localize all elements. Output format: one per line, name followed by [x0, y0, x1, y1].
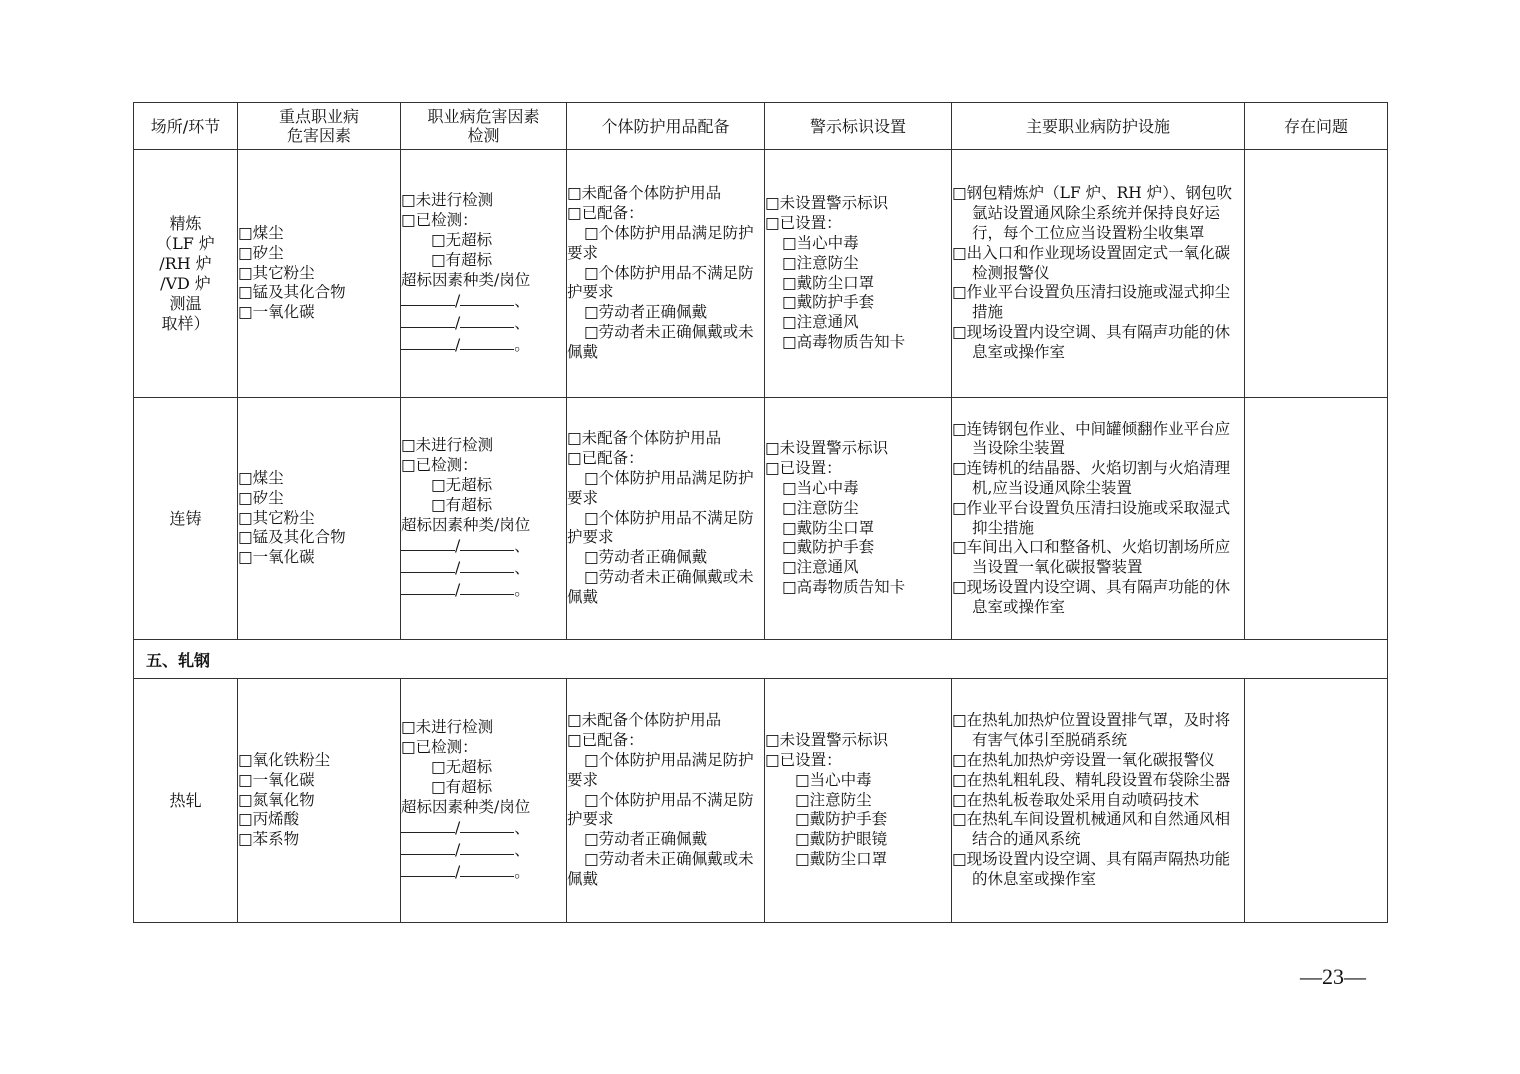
- hazards-cell: [238, 679, 401, 923]
- signs-cell: [765, 398, 952, 640]
- place-cell: 精炼 （LF 炉 /RH 炉 /VD 炉 测温 取样）: [134, 150, 238, 398]
- facility-option[interactable]: □现场设置内设空调、具有隔声隔热功能的休息室或操作室: [952, 849, 1231, 888]
- hazard-item[interactable]: □矽尘: [238, 488, 284, 507]
- hazard-item[interactable]: □一氧化碳: [238, 303, 315, 322]
- sign-option[interactable]: □高毒物质告知卡: [782, 577, 906, 596]
- hazards-cell: [238, 398, 401, 640]
- issues-cell[interactable]: [1245, 150, 1388, 398]
- ppe-option[interactable]: □个体防护用品不满足防护要求: [567, 263, 754, 302]
- sign-option[interactable]: □已设置：: [765, 214, 842, 233]
- blank-line[interactable]: / 、: [401, 535, 566, 557]
- ppe-option[interactable]: □未配备个体防护用品: [567, 429, 722, 448]
- blank-line[interactable]: / 。: [401, 861, 566, 883]
- detect-option[interactable]: □未进行检测: [401, 718, 494, 737]
- sign-option[interactable]: □未设置警示标识: [765, 439, 889, 458]
- facility-option[interactable]: □现场设置内设空调、具有隔声功能的休息室或操作室: [952, 322, 1231, 361]
- table-row: [134, 150, 1388, 398]
- detect-option[interactable]: □有超标: [431, 777, 493, 796]
- sign-option[interactable]: □未设置警示标识: [765, 731, 889, 750]
- header-place: 场所/环节: [134, 103, 238, 150]
- table-row: [134, 398, 1388, 640]
- hazard-item[interactable]: □其它粉尘: [238, 508, 315, 527]
- detect-option[interactable]: □无超标: [431, 230, 493, 249]
- ppe-option[interactable]: □已配备：: [567, 449, 644, 468]
- facility-option[interactable]: □作业平台设置负压清扫设施或采取湿式抑尘措施: [952, 498, 1231, 537]
- hazard-item[interactable]: □煤尘: [238, 469, 284, 487]
- facility-option[interactable]: □在热轧车间设置机械通风和自然通风相结合的通风系统: [952, 810, 1231, 849]
- facility-option[interactable]: □作业平台设置负压清扫设施或湿式抑尘措施: [952, 283, 1231, 322]
- facilities-cell: [952, 150, 1245, 398]
- exceed-label: 超标因素种类/岗位: [401, 797, 531, 816]
- hazard-item[interactable]: □其它粉尘: [238, 263, 315, 282]
- facility-option[interactable]: □在热轧加热炉旁设置一氧化碳报警仪: [952, 751, 1215, 769]
- section-title: 五、轧钢: [134, 640, 1388, 679]
- sign-option[interactable]: □戴防尘口罩: [782, 518, 875, 537]
- ppe-option[interactable]: □已配备：: [567, 204, 644, 223]
- sign-option[interactable]: □注意防尘: [795, 790, 872, 809]
- ppe-option[interactable]: □劳动者正确佩戴: [584, 830, 708, 849]
- facilities-cell: [952, 679, 1245, 923]
- facility-option[interactable]: □现场设置内设空调、具有隔声功能的休息室或操作室: [952, 577, 1231, 616]
- detection-cell: [401, 150, 567, 398]
- page-number: —23—: [1300, 964, 1366, 989]
- facilities-cell: [952, 398, 1245, 640]
- detect-option[interactable]: □已检测：: [401, 738, 478, 757]
- hazard-item[interactable]: □矽尘: [238, 243, 284, 262]
- detect-option[interactable]: □已检测：: [401, 211, 478, 230]
- ppe-option[interactable]: □已配备：: [567, 731, 644, 750]
- sign-option[interactable]: □戴防尘口罩: [795, 849, 888, 868]
- ppe-option[interactable]: □个体防护用品不满足防护要求: [567, 508, 754, 547]
- exceed-label: 超标因素种类/岗位: [401, 515, 531, 534]
- ppe-option[interactable]: □个体防护用品满足防护要求: [567, 224, 754, 262]
- ppe-option[interactable]: □劳动者正确佩戴: [584, 548, 708, 567]
- header-issues: 存在问题: [1245, 103, 1388, 150]
- detection-cell: [401, 398, 567, 640]
- section-row: [134, 640, 1388, 679]
- place-cell: 热轧: [134, 679, 238, 923]
- facility-option[interactable]: □出入口和作业现场设置固定式一氧化碳检测报警仪: [952, 243, 1231, 282]
- ppe-cell: [567, 398, 765, 640]
- detect-option[interactable]: □已检测：: [401, 456, 478, 475]
- detect-option[interactable]: □未进行检测: [401, 191, 494, 210]
- sign-option[interactable]: □戴防护眼镜: [795, 830, 888, 849]
- blank-line[interactable]: / 、: [401, 312, 566, 334]
- facility-option[interactable]: □在热轧加热炉位置设置排气罩，及时将有害气体引至脱硝系统: [952, 711, 1231, 750]
- sign-option[interactable]: □戴防尘口罩: [782, 273, 875, 292]
- header-row: [134, 103, 1388, 150]
- facility-option[interactable]: □在热轧粗轧段、精轧段设置布袋除尘器: [952, 770, 1231, 789]
- blank-line[interactable]: / 、: [401, 557, 566, 579]
- issues-cell[interactable]: [1245, 679, 1388, 923]
- blank-line[interactable]: / 、: [401, 817, 566, 839]
- header-signs: 警示标识设置: [765, 103, 952, 150]
- facility-option[interactable]: □在热轧板卷取处采用自动喷码技术: [952, 790, 1200, 809]
- detect-option[interactable]: □无超标: [431, 757, 493, 776]
- sign-option[interactable]: □注意通风: [782, 558, 859, 577]
- sign-option[interactable]: □未设置警示标识: [765, 194, 889, 213]
- issues-cell[interactable]: [1245, 398, 1388, 640]
- sign-option[interactable]: □戴防护手套: [782, 538, 875, 557]
- sign-option[interactable]: □注意防尘: [782, 253, 859, 272]
- hazard-item[interactable]: □丙烯酸: [238, 810, 300, 829]
- ppe-option[interactable]: □劳动者未正确佩戴或未佩戴: [567, 322, 754, 361]
- sign-option[interactable]: □注意防尘: [782, 498, 859, 517]
- hazard-item[interactable]: □氮氧化物: [238, 790, 315, 809]
- ppe-cell: [567, 679, 765, 923]
- facility-option[interactable]: □连铸机的结晶器、火焰切割与火焰清理机,应当设通风除尘装置: [952, 459, 1231, 497]
- inspection-table: [133, 102, 1388, 923]
- sign-option[interactable]: □当心中毒: [782, 233, 859, 252]
- detect-option[interactable]: □有超标: [431, 495, 493, 514]
- detection-cell: [401, 679, 567, 923]
- ppe-cell: [567, 150, 765, 398]
- hazard-item[interactable]: □锰及其化合物: [238, 528, 346, 547]
- sign-option[interactable]: □已设置：: [765, 751, 842, 769]
- sign-option[interactable]: □注意通风: [782, 313, 859, 332]
- hazard-item[interactable]: □苯系物: [238, 830, 300, 849]
- ppe-option[interactable]: □劳动者未正确佩戴或未佩戴: [567, 849, 754, 888]
- ppe-option[interactable]: □未配备个体防护用品: [567, 184, 722, 203]
- ppe-option[interactable]: □劳动者正确佩戴: [584, 303, 708, 322]
- place-cell: 连铸: [134, 398, 238, 640]
- signs-cell: [765, 150, 952, 398]
- blank-line[interactable]: / 。: [401, 334, 566, 356]
- facility-option[interactable]: □钢包精炼炉（LF 炉、RH 炉）、钢包吹氩站设置通风除尘系统并保持良好运行，每个工位应当设置粉尘收集罩: [952, 184, 1232, 242]
- hazard-item[interactable]: □氧化铁粉尘: [238, 751, 331, 769]
- ppe-option[interactable]: □个体防护用品满足防护要求: [567, 469, 754, 507]
- hazard-item[interactable]: □一氧化碳: [238, 548, 315, 567]
- table-row: [134, 679, 1388, 923]
- sign-option[interactable]: □已设置：: [765, 459, 842, 478]
- sign-option[interactable]: □戴防护手套: [795, 810, 888, 829]
- detect-option[interactable]: □未进行检测: [401, 436, 494, 455]
- facility-option[interactable]: □连铸钢包作业、中间罐倾翻作业平台应当设除尘装置: [952, 419, 1231, 458]
- ppe-option[interactable]: □劳动者未正确佩戴或未佩戴: [567, 567, 754, 606]
- blank-line[interactable]: / 。: [401, 579, 566, 601]
- hazard-item[interactable]: □锰及其化合物: [238, 283, 346, 302]
- blank-line[interactable]: / 、: [401, 290, 566, 312]
- exceed-label: 超标因素种类/岗位: [401, 270, 531, 289]
- header-hazards: 重点职业病 危害因素: [238, 103, 401, 150]
- ppe-option[interactable]: □未配备个体防护用品: [567, 711, 722, 730]
- header-ppe: 个体防护用品配备: [567, 103, 765, 150]
- sign-option[interactable]: □当心中毒: [782, 478, 859, 497]
- facility-option[interactable]: □车间出入口和整备机、火焰切割场所应当设置一氧化碳报警装置: [952, 538, 1231, 577]
- hazards-cell: [238, 150, 401, 398]
- ppe-option[interactable]: □个体防护用品不满足防护要求: [567, 790, 754, 829]
- header-detection: 职业病危害因素 检测: [401, 103, 567, 150]
- sign-option[interactable]: □高毒物质告知卡: [782, 332, 906, 351]
- hazard-item[interactable]: □煤尘: [238, 224, 284, 242]
- detect-option[interactable]: □无超标: [431, 475, 493, 494]
- hazard-item[interactable]: □一氧化碳: [238, 770, 315, 789]
- blank-line[interactable]: / 、: [401, 839, 566, 861]
- detect-option[interactable]: □有超标: [431, 250, 493, 269]
- sign-option[interactable]: □戴防护手套: [782, 293, 875, 312]
- header-facilities: 主要职业病防护设施: [952, 103, 1245, 150]
- signs-cell: [765, 679, 952, 923]
- sign-option[interactable]: □当心中毒: [795, 770, 872, 789]
- ppe-option[interactable]: □个体防护用品满足防护要求: [567, 751, 754, 789]
